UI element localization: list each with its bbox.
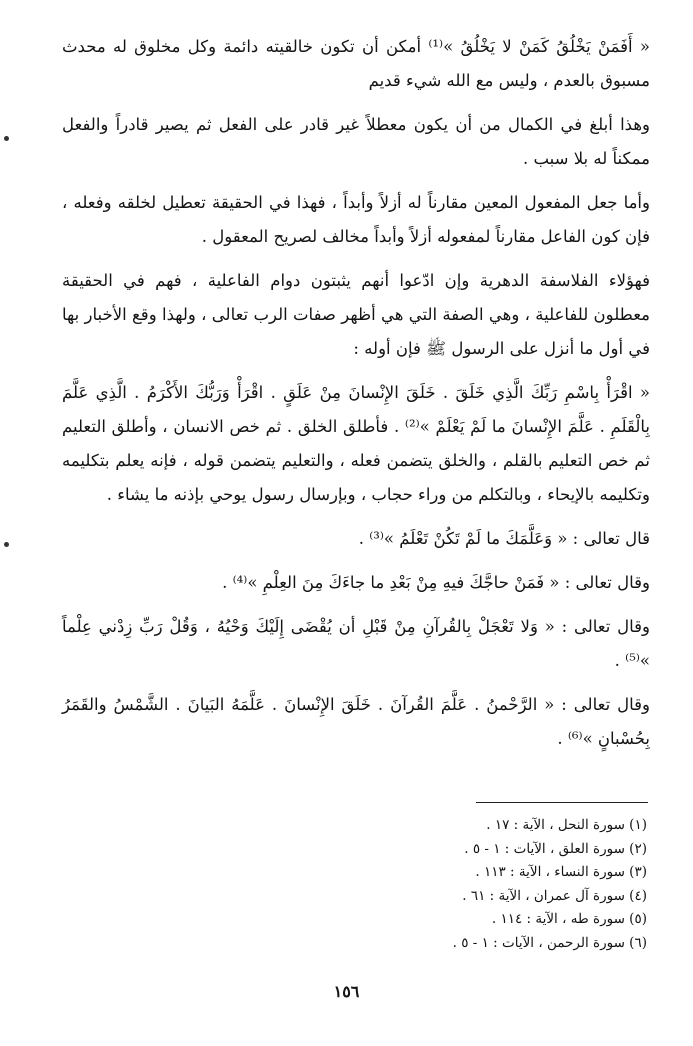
margin-mark [4, 136, 9, 141]
footnote-3: (٣) سورة النساء ، الآية : ١١٣ . [475, 864, 647, 880]
paragraph-2: وهذا أبلغ في الكمال من أن يكون معطلاً غير قادر على الفعل ثم يصير قادراً والفعل ممكناً له بلا سبب . [62, 115, 650, 168]
paragraph-8-verse: وقال تعالى : « وَلا تَعْجَلْ بِالقُرآنِ مِنْ قَبْلِ أن يُقْضَى إِلَيْكَ وَحْيُهُ ، وَقُلْ رَبِّ زِدْني عِلْماً »⁽⁵⁾ . [62, 617, 650, 670]
footnote-5: (٥) سورة طه ، الآية : ١١٤ . [491, 911, 647, 927]
footnote-4: (٤) سورة آل عمران ، الآية : ٦١ . [462, 887, 647, 904]
footnote-divider [476, 802, 648, 803]
paragraph-3: وأما جعل المفعول المعين مقارناً له أزلاً وأبداً ، فهذا في الحقيقة تعطيل لخلقه وفعله ، فإن كون الفاعل مقارناً لمفعوله أزلاً وأبداً مخالف لصريح المعقول . [62, 193, 650, 246]
paragraph-9-verse: وقال تعالى : « الرَّحْمنُ . عَلَّمَ القُرآنَ . خَلَقَ الإِنْسانَ . عَلَّمَهُ البَيانَ . الشَّمْسُ والقَمَرُ بِحُسْبانٍ »⁽⁶⁾ . [62, 695, 650, 748]
footnotes [387, 814, 647, 955]
paragraph-7-verse: وقال تعالى : « فَمَنْ حاجَّكَ فيهِ مِنْ بَعْدِ ما جاءَكَ مِنَ العِلْمِ »⁽⁴⁾ . [222, 573, 650, 592]
margin-mark [4, 542, 9, 547]
body-text [62, 30, 650, 766]
paragraph-5-quran-quote: « اقْرَأْ بِاسْمِ رَبِّكَ الَّذِي خَلَقَ . خَلَقَ الإِنْسانَ مِنْ عَلَقٍ . اقْرَأْ وَرَبُّكَ الأَكْرَمُ . الَّذِي عَلَّمَ بِالْقَلَمِ . عَلَّمَ الإِنْسانَ ما لَمْ يَعْلَمْ »⁽²⁾ . فأطلق الخلق . ثم خص الانسان ، وأطلق التعليم ثم خص التعليم بالقلم ، والخلق يتضمن فعله ، والتعليم يتضمن قوله ، فإنه يعلم بتكليمه وتكليمه بالإيحاء ، وبالتكلم من وراء حجاب ، وبإرسال رسول يوحي بإذنه ما يشاء . [62, 383, 650, 504]
footnote-6: (٦) سورة الرحمن ، الآيات : ١ - ٥ . [452, 934, 647, 951]
page-number: ١٥٦ [333, 982, 360, 1001]
paragraph-6-verse: قال تعالى : « وَعَلَّمَكَ ما لَمْ تَكُنْ تَعْلَمُ »⁽³⁾ . [358, 529, 650, 548]
footnote-2: (٢) سورة العلق ، الآيات : ١ - ٥ . [464, 840, 647, 857]
footnote-1: (١) سورة النحل ، الآية : ١٧ . [486, 817, 647, 833]
paragraph-4: فهؤلاء الفلاسفة الدهرية وإن ادّعوا أنهم يثبتون دوام الفاعلية ، فهم في الحقيقة معطلون للفاعلية ، وهي الصفة التي هي أظهر صفات الرب تعالى ، ولهذا وقع الأخبار بها في أول ما أنزل على الرسول ﷺ فإن أوله : [62, 271, 650, 358]
paragraph-1: « أَفَمَنْ يَخْلُقُ كَمَنْ لا يَخْلُقُ »⁽¹⁾ أمكن أن تكون خالقيته دائمة وكل مخلوق له محدث مسبوق بالعدم ، وليس مع الله شيء قديم [62, 37, 650, 90]
